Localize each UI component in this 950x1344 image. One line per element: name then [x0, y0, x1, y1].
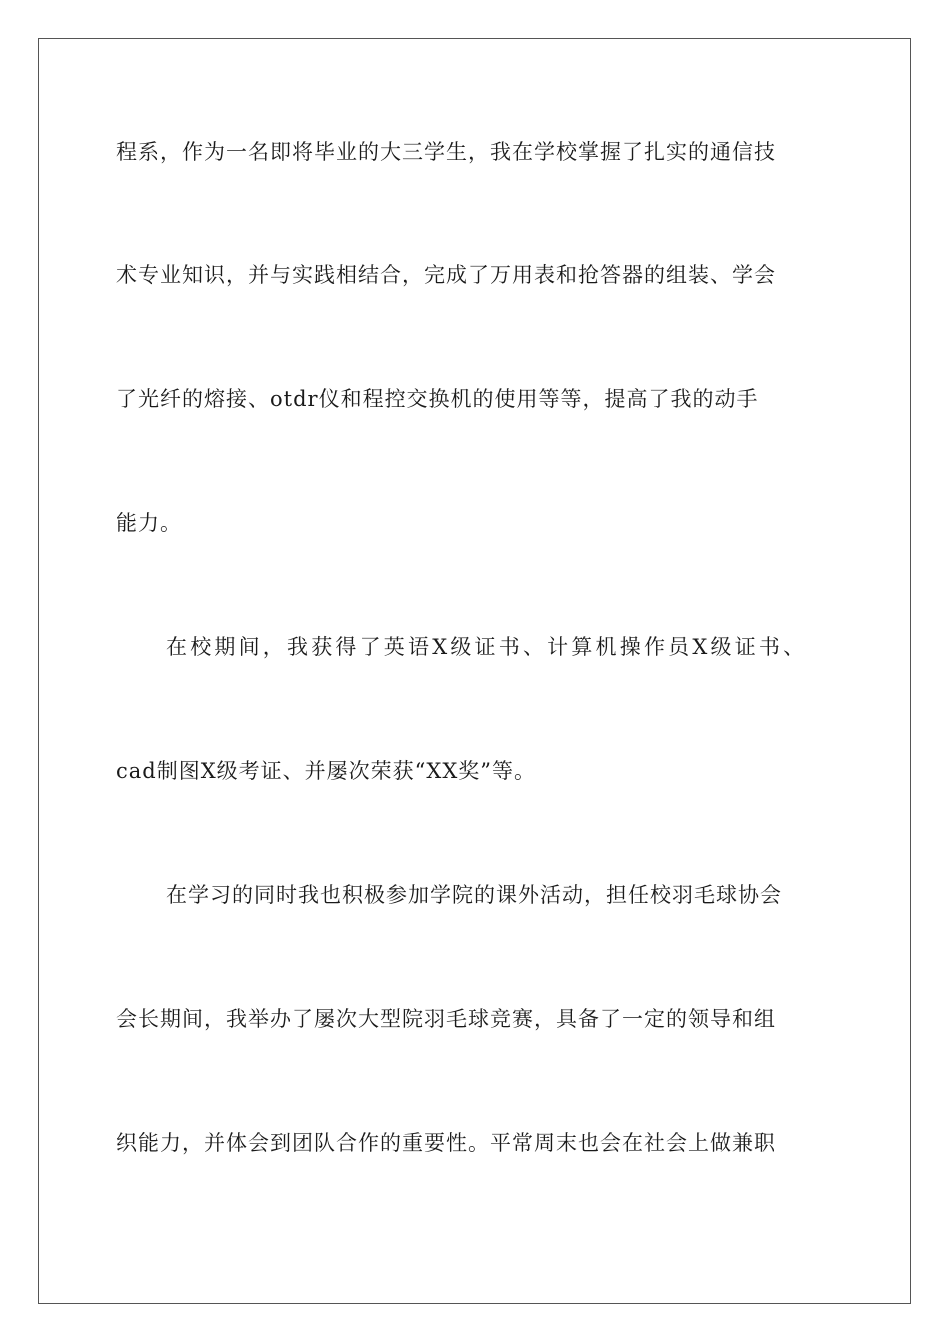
paragraph-line-7: 在学习的同时我也积极参加学院的课外活动，担任校羽毛球协会 [166, 883, 782, 907]
paragraph-line-2: 术专业知识，并与实践相结合，完成了万用表和抢答器的组装、学会 [116, 263, 776, 287]
page-border [38, 38, 911, 1304]
paragraph-line-6: cad制图X级考证、并屡次荣获“XX奖”等。 [116, 759, 537, 783]
paragraph-line-4: 能力。 [116, 511, 182, 535]
paragraph-line-3: 了光纤的熔接、otdr仪和程控交换机的使用等等，提高了我的动手 [116, 387, 759, 411]
paragraph-line-9: 织能力，并体会到团队合作的重要性。平常周末也会在社会上做兼职 [116, 1131, 776, 1155]
paragraph-line-1: 程系，作为一名即将毕业的大三学生，我在学校掌握了扎实的通信技 [116, 140, 776, 164]
paragraph-line-8: 会长期间，我举办了屡次大型院羽毛球竞赛，具备了一定的领导和组 [116, 1007, 776, 1031]
paragraph-line-5: 在校期间，我获得了英语X级证书、计算机操作员X级证书、 [166, 635, 808, 659]
